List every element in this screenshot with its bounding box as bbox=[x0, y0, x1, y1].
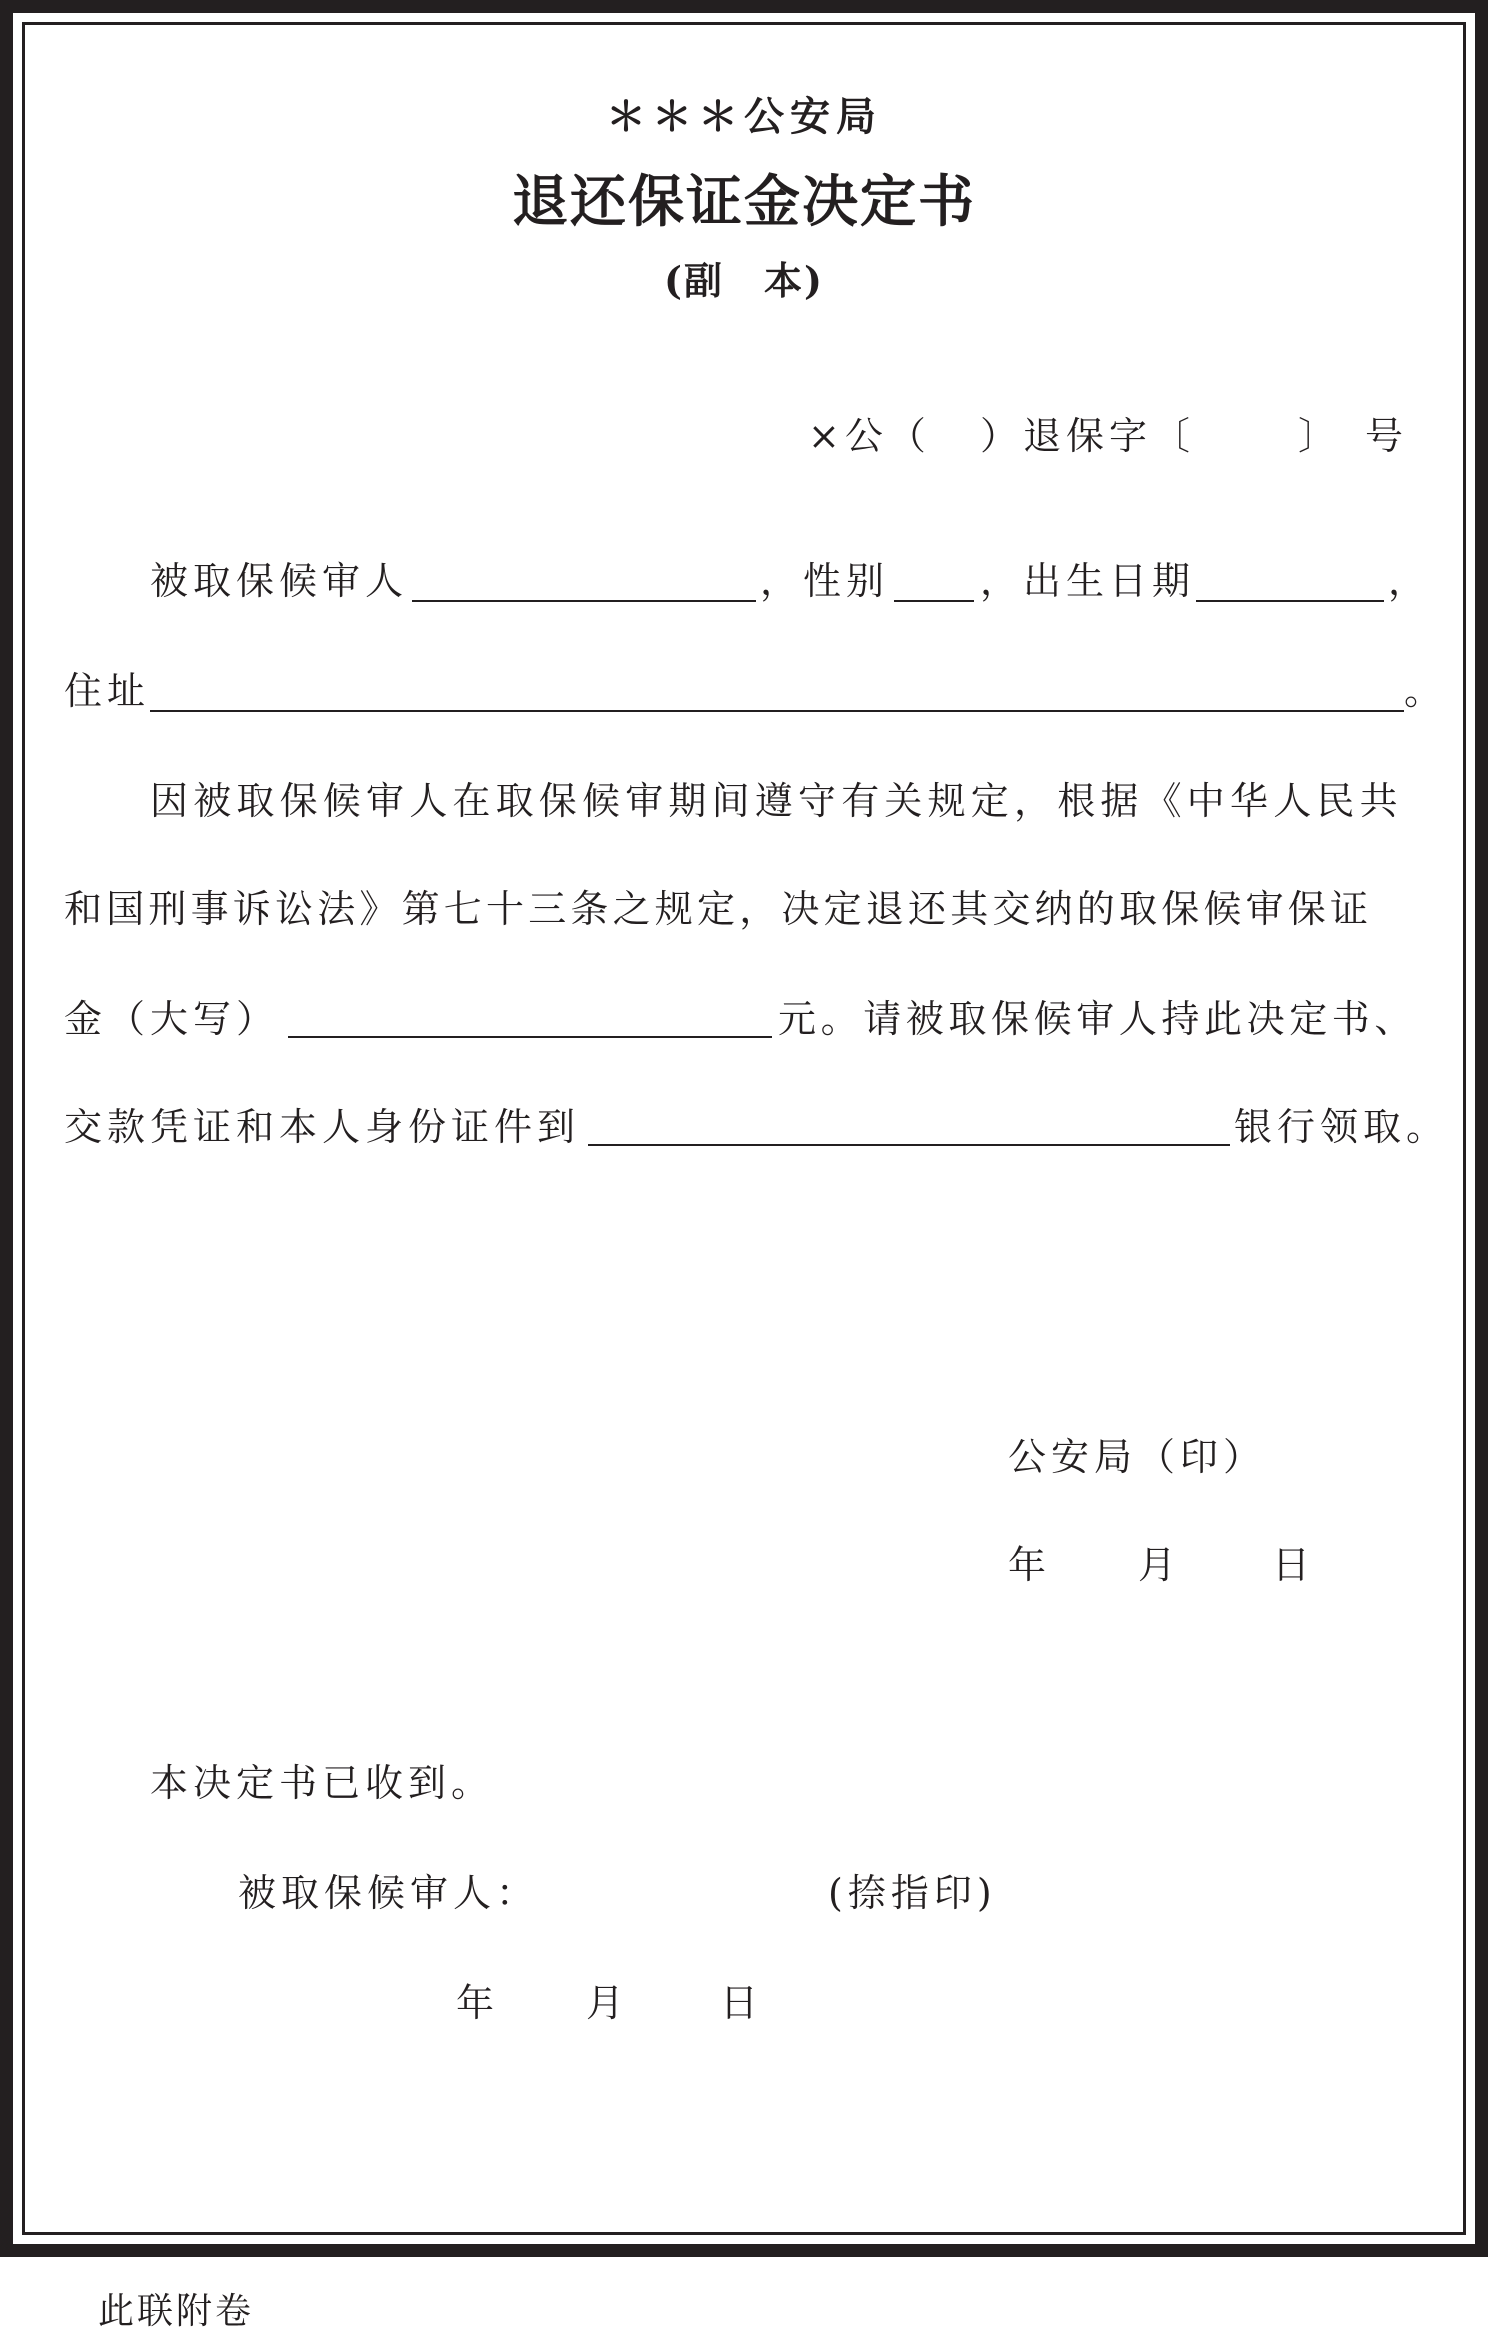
suspect-label: 被取保候审人 bbox=[150, 559, 409, 603]
copy-note: 此联附卷 bbox=[98, 2291, 255, 2332]
doc-number-suffix: 〕 号 bbox=[1298, 414, 1409, 458]
document-title: 退还保证金决定书 bbox=[512, 169, 976, 235]
issue-year: 年 bbox=[1008, 1543, 1052, 1587]
issuer-seal: 公安局（印） bbox=[1008, 1435, 1267, 1479]
agency-name: ＊＊＊公安局 bbox=[606, 93, 882, 140]
body-line-1: 因被取保候审人在取保候审期间遵守有关规定，根据《中华人民共 bbox=[150, 779, 1403, 823]
amount-blank[interactable] bbox=[288, 1036, 772, 1038]
doc-number-prefix: ×公（ bbox=[808, 414, 931, 458]
receipt-month: 月 bbox=[586, 1981, 630, 2025]
recipient-label: 被取保候审人： bbox=[238, 1871, 540, 1915]
gender-blank[interactable] bbox=[894, 600, 974, 602]
doc-number-mid: ）退保字〔 bbox=[980, 414, 1196, 458]
address-label: 住址 bbox=[64, 669, 151, 713]
body-line-3-start: 金（大写） bbox=[64, 997, 280, 1041]
birth-date-end: ， bbox=[1388, 559, 1432, 603]
gender-label: ，性别 bbox=[760, 559, 890, 603]
birth-date-blank[interactable] bbox=[1196, 600, 1384, 602]
address-end: 。 bbox=[1404, 669, 1448, 713]
body-line-2: 和国刑事诉讼法》第七十三条之规定，决定退还其交纳的取保候审保证 bbox=[64, 887, 1373, 931]
receipt-day: 日 bbox=[720, 1981, 764, 2025]
copy-label: (副 本) bbox=[664, 258, 824, 303]
suspect-name-blank[interactable] bbox=[412, 600, 756, 602]
fingerprint-label: (捺指印) bbox=[828, 1871, 997, 1915]
address-blank[interactable] bbox=[150, 710, 1404, 712]
birth-date-label: ，出生日期 bbox=[980, 559, 1196, 603]
body-line-4-start: 交款凭证和本人身份证件到 bbox=[64, 1105, 581, 1149]
body-line-4-end: 银行领取。 bbox=[1234, 1105, 1450, 1149]
receipt-statement: 本决定书已收到。 bbox=[150, 1761, 495, 1805]
issue-day: 日 bbox=[1272, 1543, 1316, 1587]
body-line-3-end: 元。请被取保候审人持此决定书、 bbox=[778, 997, 1418, 1041]
issue-month: 月 bbox=[1138, 1543, 1182, 1587]
bank-blank[interactable] bbox=[588, 1144, 1230, 1146]
receipt-year: 年 bbox=[456, 1981, 500, 2025]
